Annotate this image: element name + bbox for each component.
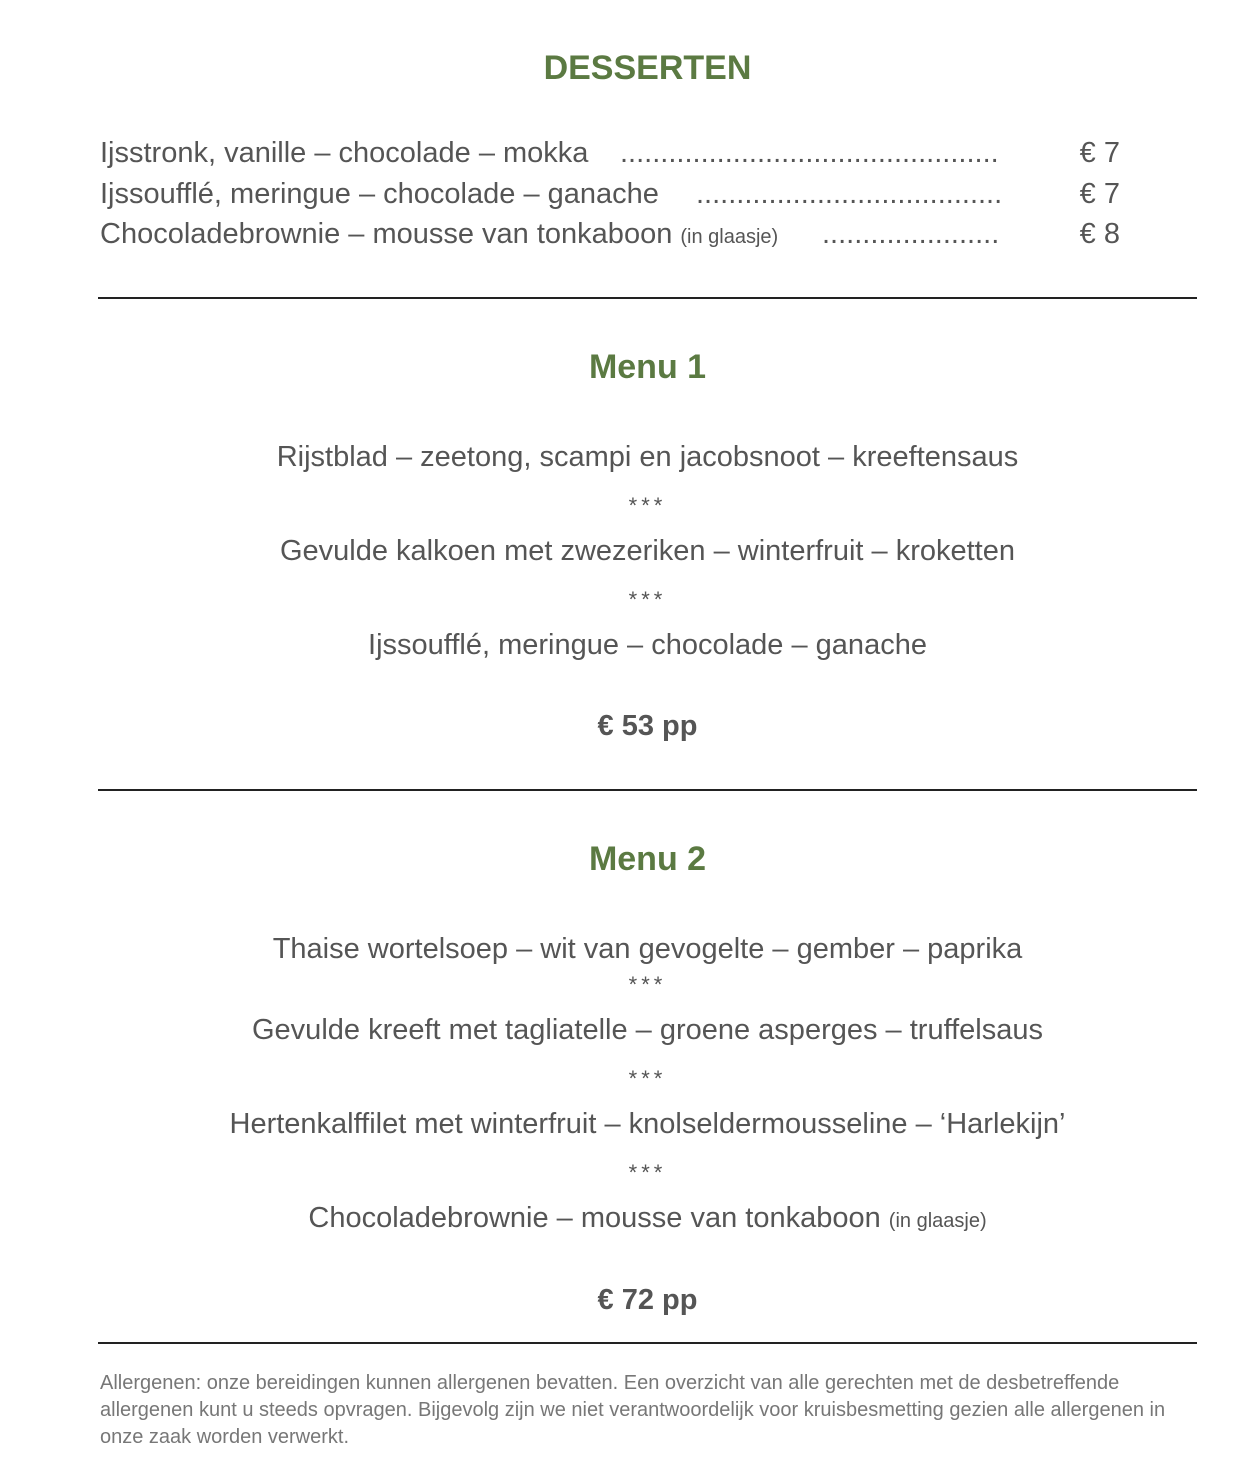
course-separator: *** (628, 493, 667, 518)
dessert-item (100, 174, 1120, 214)
menu2-course: Thaise wortelsoep – wit van gevogelte – gember – paprika (272, 933, 1023, 965)
menu2-course: Hertenkalffilet met winterfruit – knolseldermousseline – ‘Harlekijn’ (229, 1108, 1066, 1140)
menu2-course: Gevulde kreeft met tagliatelle – groene asperges – truffelsaus (252, 1014, 1043, 1046)
menu1-price: € 53 pp (597, 710, 698, 742)
menu2-course-note: (in glaasje) (888, 1210, 987, 1232)
dessert-price: € 8 (1079, 218, 1120, 250)
dessert-leader-dots: ............................................... (620, 137, 999, 169)
dessert-price: € 7 (1079, 137, 1120, 169)
desserts-title: DESSERTEN (543, 49, 752, 87)
menu2-title: Menu 2 (588, 840, 707, 878)
dessert-item (100, 214, 1120, 254)
dessert-note: (in glaasje) (680, 226, 779, 248)
course-separator: *** (628, 587, 667, 612)
dessert-item (100, 133, 1120, 173)
divider (98, 789, 1197, 791)
course-separator: *** (628, 972, 667, 997)
allergen-notice (100, 1370, 1190, 1451)
dessert-name: Chocoladebrownie – mousse van tonkaboon (100, 218, 673, 250)
dessert-leader-dots: ...................... (822, 218, 1000, 250)
course-separator: *** (628, 1066, 667, 1091)
divider (98, 1342, 1197, 1344)
menu2-course-text: Chocoladebrownie – mousse van tonkaboon (308, 1202, 881, 1234)
dessert-name: Ijssoufflé, meringue – chocolade – ganache (100, 178, 659, 210)
dessert-leader-dots: ...................................... (696, 178, 1003, 210)
course-separator: *** (628, 1160, 667, 1185)
allergen-line: allergenen kunt u steeds opvragen. Bijgevolg zijn we niet verantwoordelijk voor kruisbesmetting gezien alle allergenen in (100, 1399, 1166, 1421)
menu1-course: Gevulde kalkoen met zwezeriken – winterfruit – kroketten (279, 535, 1015, 567)
allergen-line: onze zaak worden verwerkt. (100, 1426, 350, 1448)
menu2-course (0, 1198, 1241, 1241)
dessert-name: Ijsstronk, vanille – chocolade – mokka (100, 137, 589, 169)
menu2-price: € 72 pp (597, 1284, 698, 1316)
menu1-course: Rijstblad – zeetong, scampi en jacobsnoot – kreeftensaus (276, 441, 1019, 473)
dessert-price: € 7 (1079, 178, 1120, 210)
divider (98, 297, 1197, 299)
menu1-title: Menu 1 (588, 348, 707, 386)
allergen-line: Allergenen: onze bereidingen kunnen allergenen bevatten. Een overzicht van alle gerechten met de desbetreffende (100, 1372, 1120, 1394)
dessert-name-group (100, 214, 778, 257)
menu1-course: Ijssoufflé, meringue – chocolade – ganache (368, 629, 927, 661)
